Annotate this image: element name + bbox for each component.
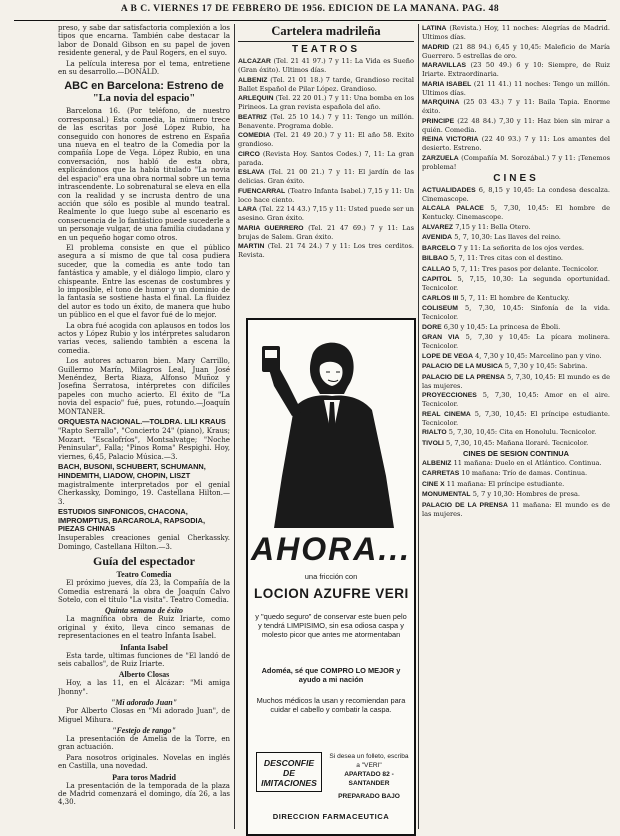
listing-text: (Revista.) Hoy, 11 noches: Alegrías de Madrid. Ultimos días. <box>422 24 610 41</box>
ad-product-name: LOCION AZUFRE VERI <box>254 586 409 601</box>
listing-name: ALBENIZ <box>422 459 452 467</box>
listing-item <box>422 410 610 427</box>
column-rule <box>418 24 419 829</box>
listing-item <box>238 94 414 111</box>
listing-name: ALCALA PALACE <box>422 205 484 212</box>
listing-name: GRAN VIA <box>422 334 460 341</box>
listing-item <box>422 265 610 274</box>
listing-item <box>422 333 610 350</box>
listing-text: 5, 7,15, 10,30: La segunda oportunidad. Tecnicolor. <box>422 275 610 292</box>
guide-item-text: La presentación de la temporada de la plaza de Madrid comenzará el domingo, día 26, a las 4,30. <box>58 781 230 807</box>
listing-text: 11 mañana: El mundo es de las mujeres. <box>422 500 610 518</box>
listing-name: ZARZUELA <box>422 154 459 162</box>
listing-text: 5, 7,30 y 10,45: La pícara molinera. Tecnicolor. <box>422 333 610 350</box>
ad-contact-line: PREPARADO BAJO <box>338 793 400 800</box>
article-paragraph: Los autores actuaron bien. Mary Carrillo, Guillermo Marín, Milagros Leal, Juan José Menéndez, Berta Riaza, Alfonso Muñoz y Josefina Serratosa, intérpretes con difíciles papeles con mucho acierto. El éxito de "La novia del espacio" fué, pues, rotundo.—Joaquín MONTANER. <box>58 357 230 416</box>
listing-item <box>422 117 610 134</box>
column-1 <box>58 24 230 829</box>
listing-name: MONUMENTAL <box>422 491 471 499</box>
ad-doctors-text: Muchos médicos la usan y recomiendan para cuidar el cabello y combatir la caspa. <box>256 696 406 714</box>
listing-text: (22 40 93.) 7 y 11: Los amantes del desierto. Estreno. <box>422 135 610 152</box>
listing-name: AVENIDA <box>422 234 453 241</box>
studies-text: Insuperables creaciones genial Cherkassky. Domingo, Castellana Hilton.—3. <box>58 534 230 551</box>
ad-slogan: Adoméa, sé que COMPRO LO MEJOR y ayudo a mi nación <box>261 666 401 684</box>
listing-text: (Tel. 21 01 18.) 7 tarde, Grandioso recital Ballet Español de Pilar López. Grandioso. <box>238 75 414 93</box>
listing-text: 5, 7, 11: El hombre de Kentucky. <box>460 293 570 302</box>
guide-item-title: Alberto Closas <box>118 670 170 680</box>
ad-intro: una fricción con <box>304 572 358 581</box>
listing-name: DORE <box>422 323 442 331</box>
listing-text: 5, 7, 11: Tres citas con el destino. <box>450 254 564 262</box>
listing-text: (21 11 41.) 11 noches: Tengo un millón. Ultimos días. <box>422 79 610 97</box>
listing-item <box>422 204 610 221</box>
listing-item <box>422 490 610 499</box>
listing-item <box>422 43 610 60</box>
listing-item <box>422 135 610 152</box>
listing-text: (Tel. 21 49 20.) 7 y 11: El año 58. Exito grandioso. <box>238 131 414 148</box>
listing-item <box>422 459 610 468</box>
intro-paragraph: preso, y sabe dar satisfactoria complexión a los tipos que encarna. También cabe destacar la labor de Donald Gibson en su papel de joven residente general, y de Paul Rogers, en el suyo. <box>58 24 230 58</box>
listing-item <box>422 352 610 361</box>
listing-item <box>422 323 610 332</box>
listing-text: 5, 7,30, 10,45: El mundo es de las mujeres. <box>422 372 610 390</box>
listing-item <box>422 186 610 203</box>
listing-item <box>422 98 610 115</box>
guide-item-text: Hoy, a las 11, en el Alcázar: "Mi amiga Jhonny". <box>58 679 230 696</box>
guide-title: Guía del espectador <box>93 554 195 569</box>
listing-item <box>422 61 610 78</box>
listing-item <box>422 80 610 97</box>
listing-item <box>238 131 414 148</box>
listing-text: (23 50 49.) 6 y 10: Siempre, de Ruiz Iriarte. Extraordinaria. <box>422 61 610 78</box>
listing-item <box>238 224 414 241</box>
listing-text: (Tel. 21 47 69.) 7 y 11: Las brujas de Salem. Gran éxito. <box>238 223 414 241</box>
listing-text: 5, 7,30, 10,45: El hombre de Kentucky. Cinemascope. <box>422 204 610 221</box>
ad-contact-line: APARTADO 82 - SANTANDER <box>344 771 394 787</box>
ad-headline: AHORA... <box>251 531 411 567</box>
listing-name: LARA <box>238 206 257 213</box>
listing-text: 5, 7,30, 10,45: Amor en el aire. Tecnicolor. <box>422 391 610 408</box>
listing-name: LOPE DE VEGA <box>422 352 473 360</box>
intro-paragraph: La película interesa por el tema, entretiene en su desarrollo.—DONALD. <box>58 59 230 77</box>
article-paragraph: Barcelona 16. (Por teléfono, de nuestro corresponsal.) Esta comedia, la número trece de las escritas por José López Rubio, ha conseguido con honores de estreno en España una nueva en el teatro de la Comedia por la compañía Lope de Vega. López Rubio, en una conversación, nos habló de esta obra, explicándonos que la había titulado "La novia del espacio" era una obra normal sobre un tema intrascendente. Lo sobrenatural se eleva en ella con la realidad y se incrusta dentro de una acción que sólo es posible al mundo teatral. Realmente lo que luego sube al escenario es consecuencia de lo fantástico puede sucederle a un personaje vulgar, de una familia ciudadana y en un pequeño hogar como otros. <box>58 107 230 242</box>
listing-name: PRINCIPE <box>422 117 455 125</box>
theaters-heading: TEATROS <box>291 44 361 55</box>
listing-text: 5, 7,30, 10,45: Cita en Honolulu. Tecnicolor. <box>448 428 597 436</box>
listing-item <box>422 428 610 437</box>
listing-item <box>238 205 414 222</box>
listing-item <box>422 373 610 390</box>
guide-item-title: Teatro Comedia <box>116 570 172 580</box>
concert-text: "Rapto Serrallo", "Concierto 24" (piano), Kraus; Mozart. "Escalofríos", Montsalvatge; "Noche Peninsular", Falla; "Pinos Roma" Respighi. Hoy, viernes, 6,45, Palacio Música.—3. <box>58 427 230 461</box>
listing-item <box>422 154 610 171</box>
listing-name: MADRID <box>422 43 450 51</box>
man-illustration <box>254 326 408 528</box>
listing-item <box>238 150 414 167</box>
listing-name: REAL CINEMA <box>422 410 471 418</box>
listing-text: 7,15 y 11: Bella Otero. <box>455 222 531 231</box>
listing-item <box>238 76 414 93</box>
listing-name: ARLEQUIN <box>238 95 274 102</box>
page-header: A B C. VIERNES 17 DE FEBRERO DE 1956. EDICION DE LA MAÑANA. PAG. 48 <box>14 4 606 21</box>
listing-item <box>422 480 610 489</box>
studies-heading: ESTUDIOS SINFONICOS, CHACONA, IMPROMPTUS, BARCAROLA, RAPSODIA, PIEZAS CHINAS <box>58 507 205 533</box>
listing-item <box>422 233 610 242</box>
listing-name: FUENCARRAL <box>238 187 286 195</box>
listing-item <box>422 501 610 518</box>
listing-text: (Teatro Infanta Isabel.) 7,15 y 11: Un loco hace ciento. <box>238 186 414 204</box>
listing-text: (Tel. 21 74 24.) 7 y 11: Los tres cerditos. Revista. <box>238 242 414 259</box>
article-subhead: "La novia del espacio" <box>92 93 196 105</box>
listing-text: (Tel. 22 14 43.) 7,15 y 11: Usted puede ser un asesino. Gran éxito. <box>238 205 414 222</box>
article-headline: ABC en Barcelona: Estreno de <box>64 80 224 93</box>
listing-text: 5, 7,30, 10,45: El príncipe estudiante. Tecnicolor. <box>422 409 610 427</box>
listing-text: 6, 8,15 y 10,45: La condesa descalza. Cinemascope. <box>422 185 610 203</box>
guide-item-text: El próximo jueves, día 23, la Compañía de la Comedia estrenará la obra de Joaquín Calvo Sotelo, con el título "La visita". Teatro Comedia. <box>58 579 230 604</box>
listing-text: 11 mañana: Duelo en el Atlántico. Continua. <box>453 458 602 467</box>
listing-name: PALACIO DE LA PRENSA <box>422 373 505 381</box>
listing-text: 5, 7, 10,30: Las llaves del reino. <box>454 233 561 241</box>
listing-name: ACTUALIDADES <box>422 186 476 194</box>
listing-item <box>238 57 414 74</box>
article-paragraph: La obra fué acogida con aplausos en todos los actos y López Rubio y los intérpretes saludaron varias veces, saliendo también a escena la comedia. <box>58 321 230 355</box>
listing-name: LATINA <box>422 25 447 32</box>
listing-name: MARTIN <box>238 243 265 250</box>
lotion-advertisement <box>246 318 416 836</box>
listing-item <box>422 275 610 292</box>
column-rule <box>234 24 235 829</box>
listing-text: (25 03 43.) 7 y 11: Baila Tapia. Enorme éxito. <box>422 98 610 115</box>
recital-heading: BACH, BUSONI, SCHUBERT, SCHUMANN, HINDEMITH, LIADOW, CHOPIN, LISZT <box>58 462 206 480</box>
ad-contact <box>328 752 410 801</box>
listing-item <box>422 223 610 232</box>
recital-text: magistralmente interpretados por el genial Cherkassky, Domingo, 19. Castellana Hilton.—3. <box>58 480 230 506</box>
listing-text: 5, 7,30 y 10,45: Sabrina. <box>504 362 588 370</box>
listing-item <box>422 362 610 371</box>
ad-footer: DIRECCION FARMACEUTICA <box>272 812 390 821</box>
listing-name: CARLOS III <box>422 294 459 302</box>
guide-item-text: Por Alberto Closas en "Mi adorado Juan", de Miguel Mihura. <box>58 707 230 724</box>
listing-item <box>422 294 610 303</box>
listing-item <box>422 391 610 408</box>
listing-text: (Compañía M. Sorozábal.) 7 y 11: ¡Tenemos problema! <box>422 153 610 171</box>
listing-item <box>422 24 610 41</box>
listing-name: COLISEUM <box>422 305 458 312</box>
concert-heading: ORQUESTA NACIONAL.—TOLDRA. LILI KRAUS <box>58 417 226 427</box>
listing-text: 10 mañana: Trío de damas. Continua. <box>461 469 588 478</box>
listing-text: 5, 7,30, 10,45: Mañana lloraré. Tecnicolor. <box>446 438 589 447</box>
continuous-cines-heading: CINES DE SESION CONTINUA <box>463 448 569 458</box>
listing-name: RIALTO <box>422 429 447 436</box>
listing-item <box>238 242 414 259</box>
guide-item-text: Para nosotros originales. Novelas en inglés en Castilla, una novedad. <box>58 753 230 771</box>
listing-name: CARRETAS <box>422 470 460 478</box>
listing-name: ESLAVA <box>238 169 265 176</box>
listing-name: ALVAREZ <box>422 223 454 231</box>
listing-text: 11 mañana: El príncipe estudiante. <box>446 479 565 488</box>
listing-name: BEATRIZ <box>238 113 267 121</box>
listing-item <box>238 168 414 185</box>
listing-text: (Tel. 21 00 21.) 7 y 11: El jardín de las delicias. Gran éxito. <box>238 168 414 185</box>
listing-name: CINE X <box>422 480 445 488</box>
imitation-warning-box: DESCONFIE DE IMITACIONES <box>256 752 322 792</box>
ad-contact-line: Si desea un folleto, escriba a "VERI" <box>329 753 409 769</box>
listing-name: COMEDIA <box>238 132 271 139</box>
listing-text: (Revista Hoy. Santos Codes.) 7, 11: La gran parada. <box>238 149 414 167</box>
listing-text: 6,30 y 10,45: La princesa de Éboli. <box>443 322 561 331</box>
listing-name: PALACIO DE LA PRENSA <box>422 501 508 509</box>
listing-name: CALLAO <box>422 265 451 273</box>
listing-item <box>422 254 610 263</box>
listing-item <box>422 469 610 478</box>
cartelera-heading: Cartelera madrileña <box>238 24 414 42</box>
listing-text: (Tel. 25 10 14.) 7 y 11: Tengo un millón. Benavente. Programa doble. <box>238 112 414 130</box>
guide-item-text: Esta tarde, ultimas funciones de "El landó de seis caballos", de Ruiz Iriarte. <box>58 651 230 668</box>
listing-text: 5, 7,30, 10,45: Sinfonía de la vida. Tecnicolor. <box>422 304 610 321</box>
column-3 <box>422 24 610 829</box>
listing-text: 5, 7 y 10,30: Hombres de presa. <box>472 490 581 499</box>
guide-item-title: Quinta semana de éxito <box>104 606 183 616</box>
article-paragraph: El problema consiste en que el público asegura a sí mismo de que tal cosa pudiera suceder, que la comedia es ante todo tan fantástica y amable, y el diálogo limpio, claro y chispeante. Entre las escenas de costumbres y lo imposible, el tono de humor y un dominio de la fantasía se sostiene hasta el final. La fluidez del autor es todo un éxito, de manera que hubo un público en el que el favor fué de lo mejor. <box>58 243 230 320</box>
listing-text: (22 48 84.) 7,30 y 11: Haz bien sin mirar a quién. Comedia. <box>422 116 610 134</box>
listing-name: REINA VICTORIA <box>422 136 479 143</box>
guide-item-title: "Festejo de rango" <box>112 726 176 736</box>
listing-name: BARCELO <box>422 244 456 252</box>
listing-name: PROYECCIONES <box>422 392 477 399</box>
listing-name: PALACIO DE LA MUSICA <box>422 363 503 370</box>
listing-name: ALCAZAR <box>238 58 271 65</box>
listing-text: (Tel. 21 41 97.) 7 y 11: La Vida es Sueño (Gran éxito). Ultimos días. <box>238 57 414 74</box>
listing-name: BILBAO <box>422 255 449 262</box>
listing-name: TIVOLI <box>422 439 444 447</box>
listing-name: CIRCO <box>238 150 260 158</box>
cines-heading: CINES <box>493 172 539 184</box>
listing-text: (21 88 94.) 6,45 y 10,45: Maleficio de María Guerrero. 5 estrellas de oro. <box>422 42 610 60</box>
listing-text: 4, 7,30 y 10,45: Marcelino pan y vino. <box>475 351 602 360</box>
listing-item <box>238 113 414 130</box>
listing-item <box>422 244 610 253</box>
listing-item <box>238 187 414 204</box>
column-2 <box>238 24 414 314</box>
listing-name: MARIA ISABEL <box>422 80 472 88</box>
listing-text: (Tel. 22 20 01.) 7 y 11: Una bomba en los Pirineos. La gran revista española del año. <box>238 94 414 111</box>
listing-name: CAPITOL <box>422 276 452 283</box>
guide-item-text: La presentación de Amelia de la Torre, en gran actuación. <box>58 735 230 752</box>
listing-name: MARAVILLAS <box>422 62 467 69</box>
listing-item <box>422 304 610 321</box>
listing-name: ALBENIZ <box>238 76 268 84</box>
guide-item-title: Infanta Isabel <box>120 642 168 652</box>
listing-name: MARIA GUERRERO <box>238 224 304 232</box>
guide-item-title: "Mi adorado Juan" <box>110 698 178 708</box>
guide-item-text: La magnífica obra de Ruiz Iriarte, como original y éxito, lleva cinco semanas de representaciones en el teatro Infanta Isabel. <box>58 615 230 641</box>
ad-body-text: y "quedo seguro" de conservar este buen pelo y tendrá LIMPISIMO, sin esa odiosa caspa y molesto picor que antes me atormentaban <box>255 612 407 639</box>
listing-text: 7 y 11: La señorita de los ojos verdes. <box>457 243 585 252</box>
guide-item-title: Para toros Madrid <box>112 772 176 782</box>
listing-item <box>422 439 610 448</box>
listing-name: MARQUINA <box>422 99 460 106</box>
listing-text: 5, 7, 11: Tres pasos por delante. Tecnicolor. <box>452 264 599 273</box>
